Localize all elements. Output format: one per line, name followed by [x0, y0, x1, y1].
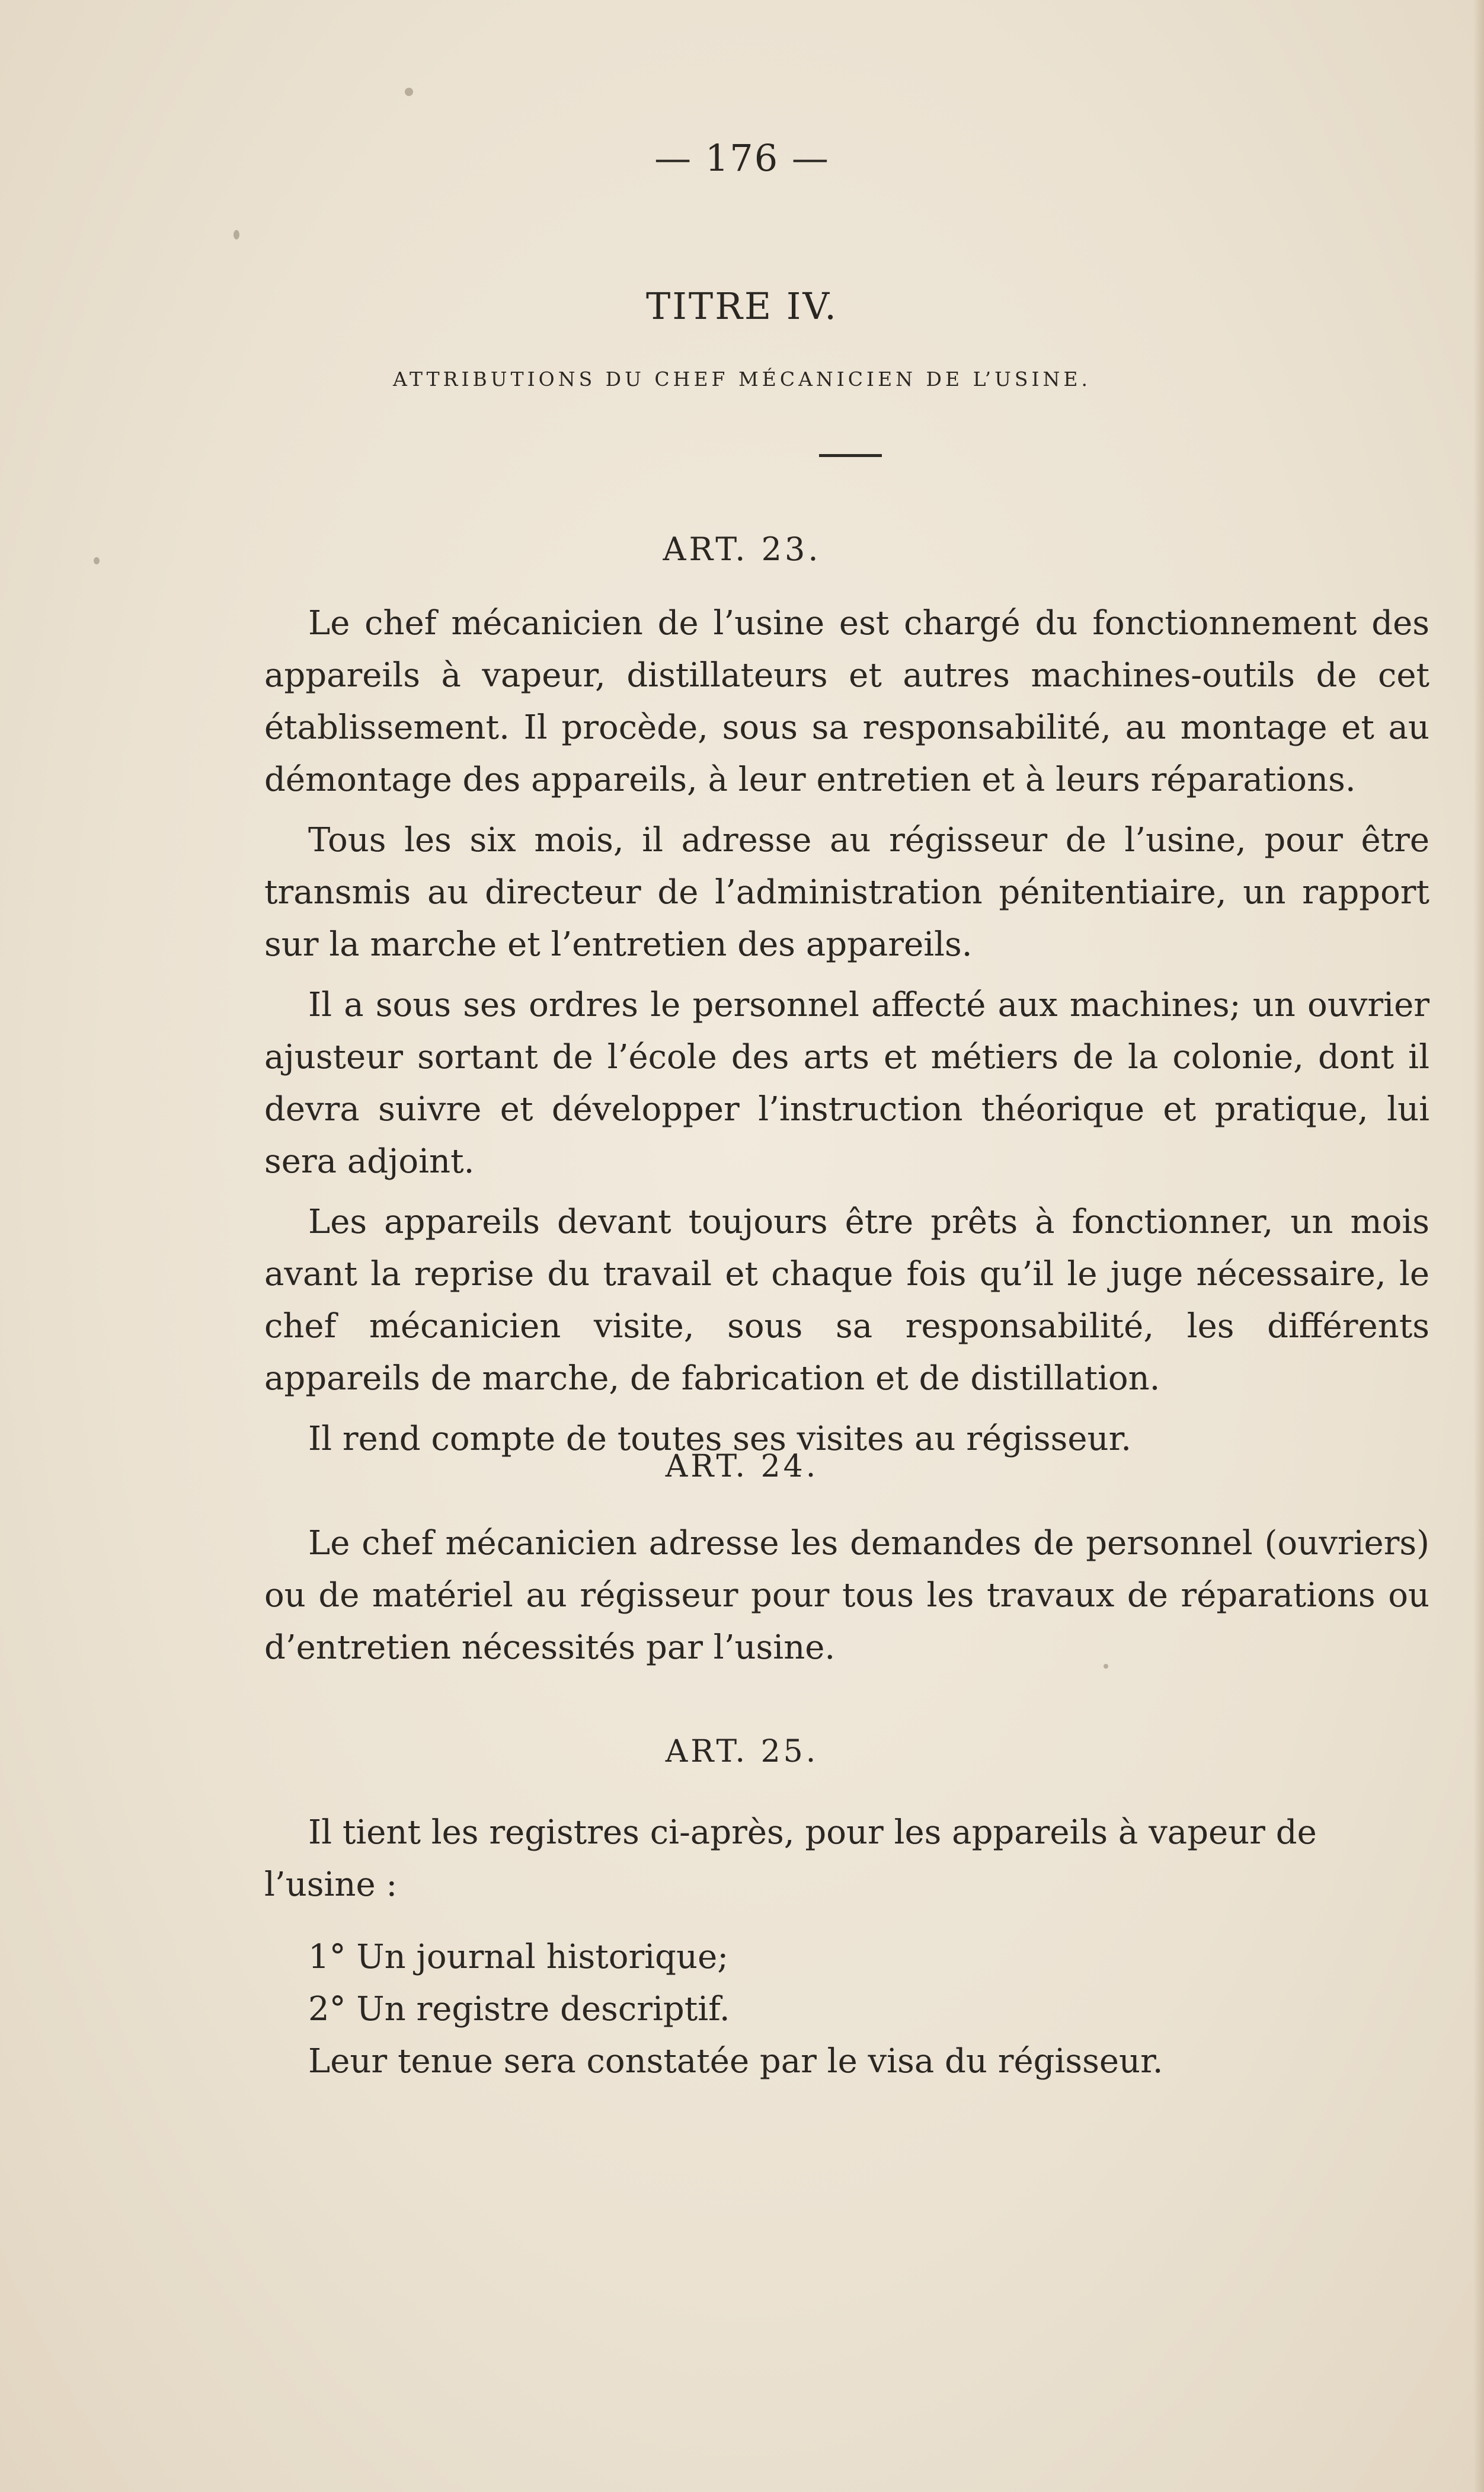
paragraph: Le chef mécanicien de l’usine est chargé du fonctionnement des appareils à vapeur, distillateurs et autres machines-outils de cet établissement. Il procède, sous sa responsabilité, au montage et au démontage des appareils, à leur entretien et à leurs réparations.	[264, 604, 1429, 799]
paragraph: Il tient les registres ci-après, pour les appareils à vapeur de l’usine :	[264, 1813, 1317, 1904]
article-heading: ART. 25.	[665, 1734, 819, 1769]
paragraph: Leur tenue sera constatée par le visa du régisseur.	[308, 2042, 1163, 2081]
article-heading: ART. 23.	[663, 531, 821, 568]
title-divider	[819, 454, 882, 457]
paper-speck	[405, 88, 413, 96]
paragraph: Le chef mécanicien adresse les demandes de personnel (ouvriers) ou de matériel au régisseur pour tous les travaux de réparations ou d’entretien nécessités par l’usine.	[264, 1524, 1429, 1667]
paragraph: Tous les six mois, il adresse au régisseur de l’usine, pour être transmis au directeur de l’administration pénitentiaire, un rapport sur la marche et l’entretien des appareils.	[264, 821, 1429, 964]
paragraph: Les appareils devant toujours être prêts à fonctionner, un mois avant la reprise du travail et chaque fois qu’il le juge nécessaire, le chef mécanicien visite, sous sa responsabilité, les différents appareils de marche, de fabrication et de distillation.	[264, 1203, 1429, 1398]
paragraph: Il rend compte de toutes ses visites au régisseur.	[308, 1420, 1132, 1458]
article-heading: ART. 24.	[665, 1449, 819, 1484]
article-body	[264, 1517, 1429, 1674]
page-number: — 176 —	[654, 136, 830, 180]
article-body	[264, 1807, 1429, 2088]
paper-speck	[234, 230, 239, 239]
article-body	[264, 598, 1429, 1465]
paragraph: Il a sous ses ordres le personnel affecté aux machines; un ouvrier ajusteur sortant de l’école des arts et métiers de la colonie, dont il devra suivre et développer l’instruction théorique et pratique, lui sera adjoint.	[264, 986, 1429, 1181]
section-title: TITRE IV.	[646, 285, 838, 328]
section-subtitle: ATTRIBUTIONS DU CHEF MÉCANICIEN DE L’USINE.	[393, 368, 1091, 391]
list-item: 2° Un registre descriptif.	[308, 1990, 730, 2028]
list-item: 1° Un journal historique;	[308, 1938, 729, 1976]
